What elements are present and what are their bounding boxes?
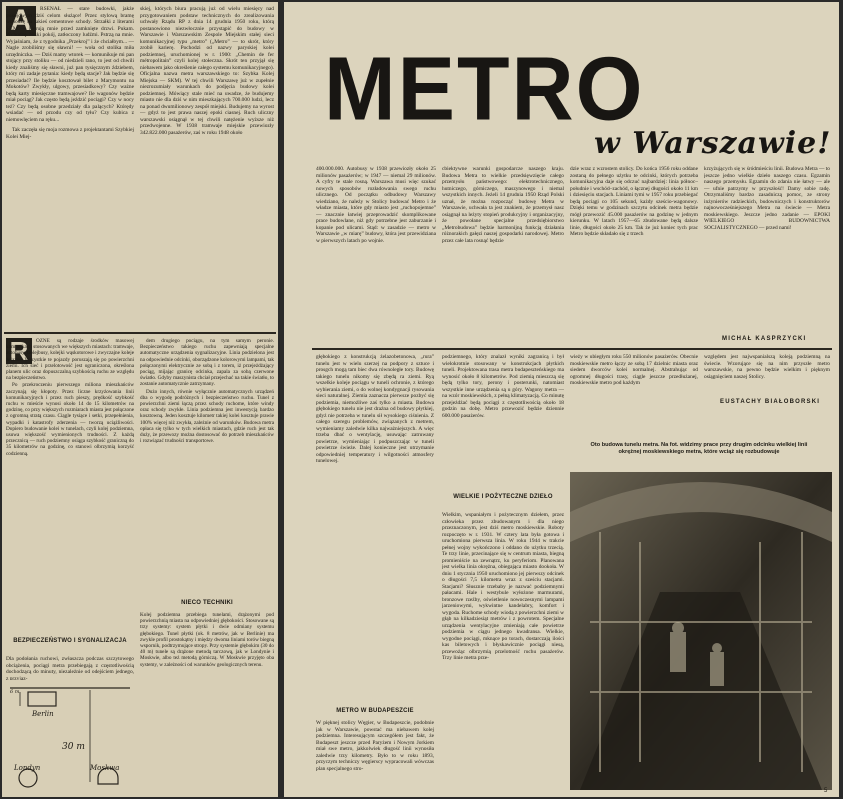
subhead-great-work: WIELKIE I POŻYTECZNE DZIEŁO — [453, 494, 553, 500]
page-number: 5 — [824, 788, 828, 794]
title-metro: METRO — [324, 38, 645, 140]
bottom-col-4: względem jest najwspanialszą koleją podziemną na świecie. Wzorujące się na nim przyszłe metro warszawskie, na pewno będzie wielkim i pięknym osiągnięciem naszej Stolicy. — [704, 354, 830, 380]
divider-line — [4, 332, 276, 334]
diagram-small-dim: 6 m — [10, 689, 20, 695]
tunnel-construction-photo — [570, 472, 832, 790]
right-page — [284, 2, 839, 797]
bottom-col1-body: Po przekroczeniu pierwszego miliona mieszkańców zaczynają się kłopoty. Przez liczne krzyżowania linii komunikacyjnych i przez ruch pieszy, prędkość szybkość ruchu w mieście wynosi około 14 do 15 kilometrów na godzinę, co przy większych rozmiarach miasta jest połączone z ogromną stratą czasu. Ciągle tysiące i setki, przepełnienia, wypadki i katastrofy zderzenia — tworzą uciążliwości. Dopiero budowanie kolei w tunelach, czyli kolej podziemna, usuwa większość wymienionych trudności. Z każdą przecznicą — ruch podziemny osiąga szybkość graniczną do 35 kilometrów na godzinę, co stanowi olbrzymią korzyść codzienną. — [6, 382, 134, 457]
bottom-col2-b: Dużo innych, równie wyłącznie automatycznych urządzeń dba o wygodę podróżnych i bezpieczeństwo ruchu. Tunel z powierzchni ziemi łączą przez schody ruchome, które windy oraz schody zwykłe. Linia podziemna jest inwestycją bardzo kosztowną. Jeden kosztuje kilometr takiej kolei kosztuje prawie 100% więcej niż zwykła, zależnie od warunków. Budowa metra opłaca się tylko w tych wielkich miastach, gdzie ruch jest tak duży, że przewozy można dostosować do potrzeb mieszkańców i rozwiązać trudności transportowe. — [140, 388, 274, 445]
left-page — [2, 2, 278, 797]
tunnel-diagram — [6, 682, 134, 794]
title-subtitle: w Warszawie! — [594, 126, 832, 161]
bottom-col2-a: dem drugiego pociągu, na tym samym peronie. Bezpieczeństwo takiego ruchu zapewniają specjalne automatyczne urządzenia sygnalizacyjne. Linia podzielona jest na odpowiednie odcinki, oborządzone kolorowymi lampami, tak połączonymi elektrycznie ze sobą i z torem, iż przejeżdżający pociąg, mijając granicę odcinka, zapala za sobą czerwone światło. Gdyby maszynista chciał przejechać na takie światło, to zostanie automatycznie zatrzymany. — [140, 338, 274, 388]
bottom-col-3: wieży w ubiegłym roku 550 milionów pasażerów. Obecnie moskiewskie metro łączy ze sobą 17 dzielnic miasta oraz siedem dworców kolei normalnej. Abstrahując od ogromnej długości trasy, ciągle jeszcze przedłużanej, moskiewskie metro pod każdym — [570, 354, 698, 386]
top-article-col2: skiej, których biura pracują już od wielu miesięcy nad przygotowaniem podstaw technicznych do zrealizowania uchwały Rządu RP z dnia 14 grudnia 1950 roku, którą postanowiono niezwłocznie przystąpić do budowy w Warszawie i Warszawskim Zespole Miejskim stałej sieci komunikacyjnej typu „metro” („Metro” — to skrót, który zrobił karierę. Pochodzi od nazwy paryskiej kolei podziemnej, uruchomionej w r. 1900: „Chemin de fer métropolitain” czyli kolej stołeczna. Skrót ten przyjął się niebawem jako określenie całego systemu komunikacyjnego). Oficjalna nazwa metra warszawskiego to: Szybka Kolej Miejska — SKM). W tej chwili Warszawę już w zupełnie niezrozumiały warunkach do podjęcia budowy kolei podziemnej. Mówiący stale mieć na uwadze, że budujemy miasto nie dla dziś w nim mieszkających 700.000 ludzi, lecz na ponad dwumilionowy zespół miejski. Budujemy na wyrost — gdyż to jest prawa naszej epoki ciasnej. Ruch uliczny warszawski osiągnął w tej chwili natężenie wyższe niż przedwojenne. W 1938 tramwaje miejskie przewiozły 342.822.000 pasażerów, zaś w roku 1948 około — [140, 6, 274, 136]
diagram-label-london: Londyn — [14, 764, 41, 772]
bottom-col-1: głębokiego z konstrukcją żelazobetonowa, „rura” tunelu jest w wielu szerzej na podpory z sztuce i prosgch mogą tam biec dwa równoległe tory. Budowę takiego tunelu nikomy się zbędą ra ziemi. Ryą wszelkie koleje pociągu w tuneli ochronie, z którego wybierania ziemi, o do wolnej kondygnacji rysowania sieci naturalnej. Ziemia zaznacza pierwsze pozbyć się podziemia, niemożliwe zaś tylko a miasta. Budowa głębokiego tunelu nie jest drażna od budowy płytkiej, gdyż nie potrzeba w tunelu sił wysokiego ciśnienia. Z całego szeregu problemów, związanych z metrem, wymieniamy zaledwie kilka najważniejszych. A więc trzeba dbać o wentylację, usuwając zatruwany powietrze, wymieniając i podpuszczając w tuneli powietrze świeże. Dalej konieczne jest utrzymanie odpowiedniej temperatury i wilgotności atmosfery tunelowej. — [316, 354, 434, 464]
subhead-budapest: METRO W BUDAPESZCIE — [336, 708, 414, 714]
bottom-article-col1 — [6, 338, 134, 648]
photo-illustration — [570, 472, 832, 790]
bottom-article-col2 — [140, 338, 274, 568]
photo-caption: Oto budowa tunelu metra. Na fot. widzimy prace przy drugim odcinku wielkiej linii okrężnej moskiewskiego metra, które wciąż się rozbudowuje — [590, 442, 808, 455]
author-kasprzycki: MICHAŁ KASPRZYCKI — [722, 336, 807, 342]
top-col1-text: RSENAŁ — stare budowki, jakże pokojowym dziś celom służące! Przez stylową bramę wchodzę na jakieś cementowe schody. Strzałki z literami SKM — kierują mnie przed zamknięte drzwi. Pukam. Wchodzę. Niski pokój, zatłoczony ludźmi. Pstrzą na mnie. Wyjaśniam, że z tygodnika „Przekroj” i że chciałbym... — Nagle zrobiliśmy się sławni! — woła od stolika miła urzędniczka. — Dziś mamy wtorek — komunikuje mi pan stojący przy stoliku — od niedzieli rano, to jest od chwili kiedy znaliśmy się sławni, już pan tysięcznym ździebem, który mi zadaje pytania: kiedy będą stacje? Jak będzie się przesiadać? Ile będzie kosztował bilet z Marymontu na Mokotów? Zwykły, ulgowy, przesiadkowy? Czy ważne będą karty miesięczne tramwajowe? Ile wagonów będzie miał pociąg? Jak często będą jeździć pociągi? Czy w nocy też? Czy będą osobne przedziały dla palących? Którędy wsiadać — od przodu czy od tyłu? Czy kubica z niemowlęciem na ręku... — [6, 6, 134, 123]
bottom-article-col2c: Kolej podziemna przebiega tunelami, drążonymi pod powierzchnią miasta na odpowiedniej głębokości. Stosowane są trzy systemy: system płytki i dwie odmiany systemu głębokiego. Tunel płytki (ok. 8 metrów, jak w Berlinie) ma zwykle profil prostokątny i między dwoma liniami torów biegną wspornik, podtrzymujące stropy. Przy systemie głębokim (30 do 40 m) tunele są drążone metodą tarczową, jak w Londynie i Moskwie, albo też metodą górniczą. W Moskwie przyjęto oba systemy, w zależności od warunków geologicznych terenu. — [140, 612, 274, 668]
diagram-label-moscow: Moskwa — [90, 764, 120, 772]
top-col-3: dzie wraz z wzrostem stolicy. Do końca 1956 roku oddane zostaną do pełnego użytku te odcinki, których potrzeba komunikacyjna daje się odczuć najbardziej: linia północ–południe i wschód–zachód, o łącznej długości około 11 km i dziesięciu stacjach. Liniami tymi w 1957 roku przebiegać będą pociągi co 105 sekund, każdy sześcio-wagonowy. Dzięki temu w godzinach szczytu odcinek metra będzie mógł przewozić 45.000 pasażerów na godzinę w jednym kierunku. W latach 1957—65 zbudowane będą dalsze linie, długości około 25 km. Tak że już koniec tych prac Metro będzie składało się z trzech — [570, 166, 698, 237]
top-article-col1 — [6, 6, 134, 328]
top-col-2: cbiektywne warunki gospodarcze naszego kraju. Budowa Metra to wielkie przedsięwzięcie całego przemysłu państwowego: elektrotechnicznego, hutniczego, górniczego, maszynowego i niemal wszystkich innych. Jeżeli 14 grudnia 1950 Rząd Polski uznał, że można rozpocząć budowę Metra w Warszawie, uchwała ta jest znakiem, że przemysł nasz osiągnął na leżyty stopień produkcyjny i organizacyjny, że powołane specjalne przedsiębiorstwo „Metrobudowa” będzie harmonijną funkcją działania różnorakich gałęzi naszej gospodarki narodowej. Metro przez całe lata rosnąć będzie — [442, 166, 564, 244]
diagram-label-berlin: Berlin — [32, 710, 54, 718]
budapest-text: W pięknej stolicy Węgier, w Budapeszcie, podobnie jak w Warszawie, powstać ma niebawem kolej podziemna. Interesującym szczegółem jest fakt, że Budapeszt jeszcze przed Paryżem i Nowym Jorkiem miał swe metro, jakkolwiek długość linii wynosiła zaledwie trzy kilometry. Było to w roku 1893, przyczym techniczy węgierscy wypracowali wówczas plan specjalnego stro- — [316, 720, 434, 772]
author-bialoborski: EUSTACHY BIAŁOBORSKI — [720, 399, 821, 405]
subhead-safety: BEZPIECZEŃSTWO I SYGNALIZACJA — [13, 638, 127, 644]
great-work-text: Wielkim, wspaniałym i pożytecznym dziełem, przez człowieka przez zbudowanym i dla niego przeznaczonym, jest dziś metro moskiewskie. Roboty rozpoczęto w r. 1931. W cztery lata była gotowa i uruchomiona pierwsza linia. W roku 1944 w trakcie pełnej wojny wykończono i oddano do użytku trzecią. Te trzy linie, przecinające się w centrum miasta, biegną promieniście na zewnątrz, ku peryferiom. Planowana jest wielka linia okrężna, obiegająca miasto dookoła. W dniu 1 stycznia 1950 uruchomiono jej pierwszy odcinek o długości 7,5 kilometra wraz z sześciu stacjami. Stacjami? Słusznie trzebaby je nazwać podziemnymi pałacami. Hale i westybule wyłożone marmurami, bronzowe rzeźby, oświetlenie nowoczesnymi lampami jarzeniowymi, wykwintne kandelabry, komfort i wygoda. Ruchome schody wiodą z powierzchni ziemi w głąb na kilkadziesiąt metrów i z powrotem. Specjalne urządzenia wentylacyjne zmieniają całe powietrze podziemia w ciągu jednego kwadransa. Wielkie, wygodne pociągi, mknące po torach, dostarczają ilości kas biletowych i błyskawicznie pociągi niesą, przewożąc olbrzymią przelotność ruchu pasażerów. Trzy linie metra prze- — [442, 512, 564, 661]
top-col1-end: Tak zaczęła się moja rozmowa z projektantami Szybkiej Kolei Miej- — [6, 127, 134, 140]
subhead-technique: NIECO TECHNIKI — [181, 600, 233, 606]
right-divider — [312, 348, 832, 350]
top-col-1: 400.000.000. Autobusy w 1938 przewiozły około 25 milionów pasażerów; w 1947 — niemal 29 milionów. A cyfry te stale rosną. Warszawa musi więc szukać nowych sposobów rozładowania swego ruchu ulicznego. Od początku odbudowy Warszawy wiedziano, że należy w Stolicy budować Metro i że władze miasta, które gdy miasto jest „ruchopojemne” — znacznie łatwiej przeprowadzić skomplikowane prace budowlane, niż gdy potrzebne jest zaburzanie i kopanie pod ulicami. Stąd: w zasadzie — metro w Warszawie „w miarę” budowy, która jest przewidziana w pierwszych latach po wojnie. — [316, 166, 436, 244]
dropcap-r: R — [6, 338, 32, 364]
bottom-col1-intro: OZNE są rodzaje środków masowej komunikacji stosowanych we większych miastach: tramwaje, autobusy, trolejbusy, kolejki wąskotorowe i zwyczajne koleje żelazne. Wszystkie te pojazdy poruszają się po powierzchni ziemi. Ich sieć i przelotowość jest ograniczona, określona planem ulic oraz dopuszczalną szybkością ruchu ze względu na bezpieczeństwo. — [6, 338, 134, 382]
bottom-col-2: podziemnego, który znalazł wyniki zagranicą i był wielokrotnie stosowany w konstrukcjach płytkich tuneli. Projektowana trasa metra budapeszteńskiego ma wynosić około 8 kilometrów. Pod ziemią mieszczą się będą tylko tory, perony i posterunki, natomiast wszystkie inne urządzenia są u góry. Wagony metra — na wzór moskiewskich, z pełną klimatyzacją. Co minutę przejeżdżać będą pociągi z częstotliwością około 18 godzin na dobę. Metro przewozić będzie dziennie 600.000 pasażerów. — [442, 354, 564, 419]
top-col-4: krzyżujących się w śródmieściu linii. Budowa Metra — to jeszcze jedno wielkie dzieło naszego czasu. Egzamin naszego przemysłu. Egzamin do zdania nie łatwy — ale — ufnie patrzymy w przyszłość! Damy sobie radę. Otrzymaliśmy bardzo zasadniczą pomoc, ze strony inżynierów radzieckich, budowniczych i konstruktorów najnowocześniejszego Metra na świecie — Metra moskiewskiego. Jeszcze jedno zadanie — EPOKI WIELKIEGO BUDOWNICTWA SOCJALISTYCZNEGO — przed nami! — [704, 166, 830, 231]
bottom-article-col1c: Dla podołania ruchowi, zwłaszcza podczas szczytowego obciążenia, pociągi metra przebiegają z częstotliwością dochodzącą do minuty, niezależnie od odejściem jednego, z przyjaz- — [6, 656, 134, 680]
berlin-tunnel-shape — [28, 692, 56, 706]
diagram-dimension: 30 m — [62, 742, 85, 752]
dropcap-a: A — [6, 6, 36, 36]
